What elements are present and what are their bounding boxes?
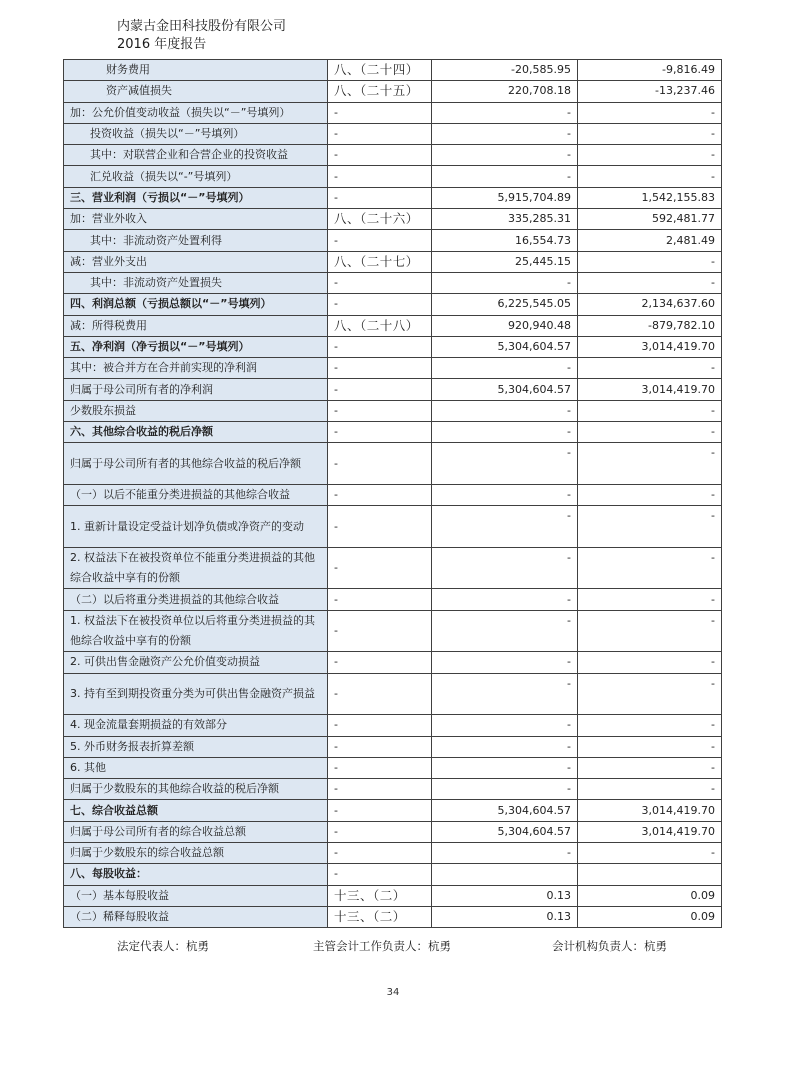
- row-item-name: 2. 可供出售金融资产公允价值变动损益: [64, 652, 328, 673]
- row-item-name: 其中：非流动资产处置损失: [64, 272, 328, 293]
- row-note-ref: -: [328, 145, 432, 166]
- row-item-name: 财务费用: [64, 60, 328, 81]
- table-row: [64, 272, 722, 293]
- row-current-amount: -: [432, 272, 578, 293]
- row-item-name: 减：营业外支出: [64, 251, 328, 272]
- row-prior-amount: 1,542,155.83: [578, 187, 722, 208]
- row-item-name: 4. 现金流量套期损益的有效部分: [64, 715, 328, 736]
- row-current-amount: -: [432, 484, 578, 505]
- row-note-ref: -: [328, 166, 432, 187]
- table-row: [64, 506, 722, 548]
- row-item-name: 归属于母公司所有者的净利润: [64, 379, 328, 400]
- row-item-name: 投资收益（损失以“－”号填列）: [64, 123, 328, 144]
- row-item-name: （一）基本每股收益: [64, 885, 328, 906]
- row-item-name: 资产减值损失: [64, 81, 328, 102]
- row-item-name: 七、综合收益总额: [64, 800, 328, 821]
- row-prior-amount: [578, 864, 722, 885]
- row-current-amount: 220,708.18: [432, 81, 578, 102]
- row-note-ref: -: [328, 336, 432, 357]
- row-item-name: 其中：非流动资产处置利得: [64, 230, 328, 251]
- row-prior-amount: -9,816.49: [578, 60, 722, 81]
- table-row: [64, 422, 722, 443]
- row-current-amount: 5,304,604.57: [432, 821, 578, 842]
- table-row: [64, 209, 722, 230]
- row-note-ref: 八、（二十六）: [328, 209, 432, 230]
- table-row: [64, 400, 722, 421]
- row-note-ref: -: [328, 294, 432, 315]
- row-item-name: 6. 其他: [64, 757, 328, 778]
- row-current-amount: 335,285.31: [432, 209, 578, 230]
- row-item-name: 三、营业利润（亏损以“－”号填列）: [64, 187, 328, 208]
- row-current-amount: -: [432, 443, 578, 485]
- row-current-amount: 0.13: [432, 885, 578, 906]
- row-current-amount: [432, 864, 578, 885]
- row-prior-amount: -: [578, 506, 722, 548]
- row-item-name: 减：所得税费用: [64, 315, 328, 336]
- row-item-name: 归属于母公司所有者的其他综合收益的税后净额: [64, 443, 328, 485]
- row-prior-amount: 3,014,419.70: [578, 800, 722, 821]
- row-prior-amount: -13,237.46: [578, 81, 722, 102]
- page-number: 34: [386, 987, 400, 998]
- table-row: [64, 715, 722, 736]
- row-note-ref: -: [328, 864, 432, 885]
- row-current-amount: -: [432, 547, 578, 589]
- row-current-amount: -: [432, 610, 578, 652]
- row-note-ref: -: [328, 102, 432, 123]
- row-note-ref: -: [328, 358, 432, 379]
- table-row: [64, 230, 722, 251]
- row-note-ref: -: [328, 123, 432, 144]
- row-current-amount: 5,304,604.57: [432, 379, 578, 400]
- row-note-ref: -: [328, 715, 432, 736]
- row-note-ref: -: [328, 757, 432, 778]
- row-prior-amount: 3,014,419.70: [578, 379, 722, 400]
- row-prior-amount: 3,014,419.70: [578, 821, 722, 842]
- table-row: [64, 842, 722, 863]
- table-row: [64, 102, 722, 123]
- row-item-name: 其中：对联营企业和合营企业的投资收益: [64, 145, 328, 166]
- legal-representative: 法定代表人：杭勇: [117, 939, 209, 953]
- row-item-name: 五、净利润（净亏损以“－”号填列）: [64, 336, 328, 357]
- table-row: [64, 821, 722, 842]
- row-prior-amount: -: [578, 652, 722, 673]
- row-note-ref: -: [328, 272, 432, 293]
- row-note-ref: 八、（二十七）: [328, 251, 432, 272]
- row-prior-amount: -: [578, 484, 722, 505]
- row-current-amount: -: [432, 842, 578, 863]
- row-note-ref: -: [328, 673, 432, 715]
- row-prior-amount: 0.09: [578, 885, 722, 906]
- row-current-amount: 25,445.15: [432, 251, 578, 272]
- row-item-name: 3. 持有至到期投资重分类为可供出售金融资产损益: [64, 673, 328, 715]
- row-item-name: 归属于少数股东的其他综合收益的税后净额: [64, 779, 328, 800]
- row-prior-amount: -: [578, 842, 722, 863]
- row-prior-amount: -879,782.10: [578, 315, 722, 336]
- row-item-name: 1. 权益法下在被投资单位以后将重分类进损益的其他综合收益中享有的份额: [64, 610, 328, 652]
- row-current-amount: 5,304,604.57: [432, 336, 578, 357]
- row-item-name: 2. 权益法下在被投资单位不能重分类进损益的其他综合收益中享有的份额: [64, 547, 328, 589]
- row-note-ref: -: [328, 547, 432, 589]
- row-prior-amount: -: [578, 102, 722, 123]
- row-current-amount: -: [432, 779, 578, 800]
- table-row: [64, 60, 722, 81]
- row-prior-amount: -: [578, 400, 722, 421]
- table-row: [64, 779, 722, 800]
- report-title: 2016 年度报告: [117, 37, 207, 52]
- row-note-ref: -: [328, 484, 432, 505]
- income-statement-table: [63, 59, 722, 928]
- row-current-amount: 0.13: [432, 906, 578, 927]
- table-row: [64, 251, 722, 272]
- table-row: [64, 864, 722, 885]
- row-note-ref: -: [328, 610, 432, 652]
- row-note-ref: 十三、（二）: [328, 906, 432, 927]
- table-row: [64, 736, 722, 757]
- row-item-name: （二）以后将重分类进损益的其他综合收益: [64, 589, 328, 610]
- table-row: [64, 589, 722, 610]
- row-prior-amount: -: [578, 736, 722, 757]
- table-row: [64, 800, 722, 821]
- row-current-amount: -: [432, 422, 578, 443]
- table-row: [64, 123, 722, 144]
- row-current-amount: -: [432, 589, 578, 610]
- row-current-amount: 5,915,704.89: [432, 187, 578, 208]
- row-item-name: 1. 重新计量设定受益计划净负债或净资产的变动: [64, 506, 328, 548]
- row-item-name: 加：营业外收入: [64, 209, 328, 230]
- row-current-amount: -: [432, 358, 578, 379]
- row-prior-amount: -: [578, 358, 722, 379]
- row-note-ref: -: [328, 736, 432, 757]
- table-row: [64, 673, 722, 715]
- row-prior-amount: -: [578, 123, 722, 144]
- company-name: 内蒙古金田科技股份有限公司: [117, 19, 287, 34]
- report-header: [117, 18, 286, 54]
- table-row: [64, 484, 722, 505]
- row-item-name: 5. 外币财务报表折算差额: [64, 736, 328, 757]
- row-current-amount: -: [432, 166, 578, 187]
- row-current-amount: 16,554.73: [432, 230, 578, 251]
- row-current-amount: -: [432, 652, 578, 673]
- table-row: [64, 906, 722, 927]
- row-item-name: 归属于母公司所有者的综合收益总额: [64, 821, 328, 842]
- row-note-ref: -: [328, 779, 432, 800]
- row-current-amount: 6,225,545.05: [432, 294, 578, 315]
- row-prior-amount: -: [578, 673, 722, 715]
- row-note-ref: 八、（二十八）: [328, 315, 432, 336]
- row-note-ref: -: [328, 400, 432, 421]
- row-note-ref: -: [328, 800, 432, 821]
- row-current-amount: -: [432, 736, 578, 757]
- row-prior-amount: 592,481.77: [578, 209, 722, 230]
- table-row: [64, 443, 722, 485]
- accounting-head: 主管会计工作负责人：杭勇: [313, 939, 451, 953]
- row-current-amount: -: [432, 715, 578, 736]
- row-note-ref: -: [328, 187, 432, 208]
- row-current-amount: -: [432, 102, 578, 123]
- row-current-amount: -: [432, 400, 578, 421]
- table-row: [64, 166, 722, 187]
- row-current-amount: -: [432, 506, 578, 548]
- row-prior-amount: -: [578, 547, 722, 589]
- row-current-amount: -: [432, 757, 578, 778]
- row-prior-amount: 2,481.49: [578, 230, 722, 251]
- table-row: [64, 315, 722, 336]
- row-note-ref: 十三、（二）: [328, 885, 432, 906]
- row-current-amount: 920,940.48: [432, 315, 578, 336]
- table-row: [64, 757, 722, 778]
- row-prior-amount: -: [578, 589, 722, 610]
- row-item-name: 六、其他综合收益的税后净额: [64, 422, 328, 443]
- table-row: [64, 547, 722, 589]
- row-prior-amount: -: [578, 757, 722, 778]
- accounting-department-head: 会计机构负责人：杭勇: [552, 939, 667, 953]
- row-current-amount: -: [432, 145, 578, 166]
- table-row: [64, 379, 722, 400]
- row-prior-amount: -: [578, 610, 722, 652]
- row-current-amount: 5,304,604.57: [432, 800, 578, 821]
- table-row: [64, 652, 722, 673]
- row-note-ref: -: [328, 422, 432, 443]
- row-note-ref: -: [328, 506, 432, 548]
- row-note-ref: -: [328, 589, 432, 610]
- row-item-name: 少数股东损益: [64, 400, 328, 421]
- row-item-name: 其中：被合并方在合并前实现的净利润: [64, 358, 328, 379]
- table-row: [64, 336, 722, 357]
- row-item-name: 汇兑收益（损失以“-”号填列）: [64, 166, 328, 187]
- row-current-amount: -: [432, 123, 578, 144]
- row-prior-amount: 0.09: [578, 906, 722, 927]
- row-prior-amount: 3,014,419.70: [578, 336, 722, 357]
- row-prior-amount: -: [578, 779, 722, 800]
- row-note-ref: -: [328, 443, 432, 485]
- table-row: [64, 145, 722, 166]
- row-prior-amount: -: [578, 443, 722, 485]
- row-prior-amount: -: [578, 422, 722, 443]
- row-item-name: 归属于少数股东的综合收益总额: [64, 842, 328, 863]
- table-row: [64, 358, 722, 379]
- row-note-ref: -: [328, 652, 432, 673]
- table-row: [64, 885, 722, 906]
- row-prior-amount: -: [578, 272, 722, 293]
- row-item-name: 加：公允价值变动收益（损失以“－”号填列）: [64, 102, 328, 123]
- row-prior-amount: -: [578, 166, 722, 187]
- row-item-name: 八、每股收益：: [64, 864, 328, 885]
- row-current-amount: -20,585.95: [432, 60, 578, 81]
- row-note-ref: 八、（二十五）: [328, 81, 432, 102]
- table-row: [64, 294, 722, 315]
- row-note-ref: -: [328, 821, 432, 842]
- table-row: [64, 610, 722, 652]
- row-note-ref: -: [328, 379, 432, 400]
- row-prior-amount: 2,134,637.60: [578, 294, 722, 315]
- row-note-ref: 八、（二十四）: [328, 60, 432, 81]
- row-prior-amount: -: [578, 715, 722, 736]
- row-item-name: 四、利润总额（亏损总额以“－”号填列）: [64, 294, 328, 315]
- row-prior-amount: -: [578, 251, 722, 272]
- row-current-amount: -: [432, 673, 578, 715]
- income-statement-body: [64, 60, 722, 928]
- table-row: [64, 187, 722, 208]
- row-note-ref: -: [328, 230, 432, 251]
- table-row: [64, 81, 722, 102]
- row-note-ref: -: [328, 842, 432, 863]
- row-item-name: （一）以后不能重分类进损益的其他综合收益: [64, 484, 328, 505]
- row-item-name: （二）稀释每股收益: [64, 906, 328, 927]
- row-prior-amount: -: [578, 145, 722, 166]
